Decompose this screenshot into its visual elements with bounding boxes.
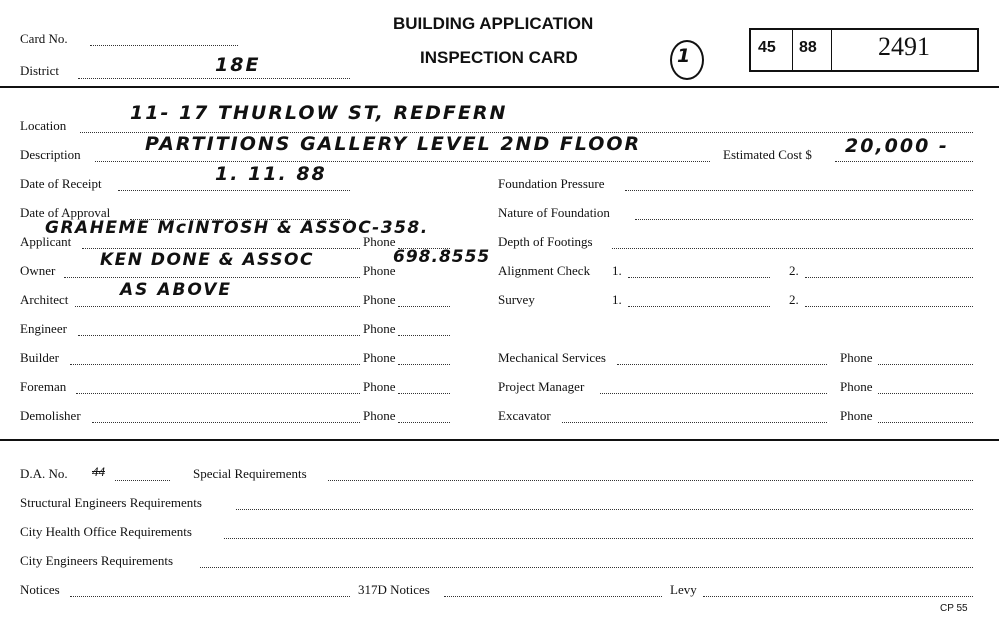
top-divider [0,86,999,88]
architect-value: AS ABOVE [120,280,233,300]
ref-box [749,28,979,72]
ref-box-year-a: 45 [758,39,776,56]
district-value: 18E [215,54,261,76]
da-no-value: 44 [92,464,105,479]
date-of-receipt-label: Date of Receipt [20,176,102,191]
city-health-label: City Health Office Requirements [20,524,192,539]
survey-2: 2. [789,292,799,307]
district-label: District [20,63,59,78]
demolisher-label: Demolisher [20,408,81,423]
survey-1: 1. [612,292,622,307]
ref-box-year-b: 88 [799,39,817,56]
alignment-check-2: 2. [789,263,799,278]
project-manager-phone-label: Phone [840,379,873,394]
city-engineers-label: City Engineers Requirements [20,553,174,568]
card-no-label: Card No. [20,31,68,46]
special-requirements-label: Special Requirements [193,466,307,481]
demolisher-phone-label: Phone [363,408,396,423]
date-of-receipt-value: 1. 11. 88 [215,163,327,185]
builder-phone-label: Phone [363,350,396,365]
location-value: 11- 17 THURLOW ST, REDFERN [130,102,508,124]
foreman-label: Foreman [20,379,67,394]
depth-of-footings-label: Depth of Footings [498,234,593,249]
middle-divider [0,439,999,441]
applicant-label: Applicant [20,234,72,249]
architect-phone-label: Phone [363,292,396,307]
title-line1: BUILDING APPLICATION [393,14,594,33]
owner-value: KEN DONE & ASSOC [100,250,314,270]
levy-label: Levy [670,582,697,597]
date-of-approval-label: Date of Approval [20,205,111,220]
circled-number: 1 [677,45,691,67]
description-label: Description [20,147,81,162]
alignment-check-label: Alignment Check [498,263,591,278]
mechanical-services-label: Mechanical Services [498,350,606,365]
description-value: PARTITIONS GALLERY LEVEL 2ND FLOOR [145,133,642,155]
nature-of-foundation-label: Nature of Foundation [498,205,610,220]
location-label: Location [20,118,67,133]
foundation-pressure-label: Foundation Pressure [498,176,605,191]
owner-phone-label: Phone [363,263,396,278]
title-line2: INSPECTION CARD [420,48,578,67]
mechanical-services-phone-label: Phone [840,350,873,365]
builder-label: Builder [20,350,59,365]
ref-box-number: 2491 [878,32,930,61]
owner-phone-value: 698.8555 [393,247,491,267]
footer-code: CP 55 [940,603,968,614]
survey-label: Survey [498,292,535,307]
owner-label: Owner [20,263,56,278]
architect-label: Architect [20,292,69,307]
applicant-phone-label: Phone [363,234,396,249]
project-manager-label: Project Manager [498,379,585,394]
engineer-phone-label: Phone [363,321,396,336]
applicant-value: GRAHEME McINTOSH & ASSOC-358. [45,218,429,238]
317d-notices-label: 317D Notices [358,582,430,597]
estimated-cost-value: 20,000 - [845,135,949,157]
excavator-label: Excavator [498,408,551,423]
structural-engineers-label: Structural Engineers Requirements [20,495,202,510]
alignment-check-1: 1. [612,263,622,278]
engineer-label: Engineer [20,321,67,336]
notices-label: Notices [20,582,60,597]
excavator-phone-label: Phone [840,408,873,423]
foreman-phone-label: Phone [363,379,396,394]
estimated-cost-label: Estimated Cost $ [723,147,812,162]
da-no-label: D.A. No. [20,466,68,481]
